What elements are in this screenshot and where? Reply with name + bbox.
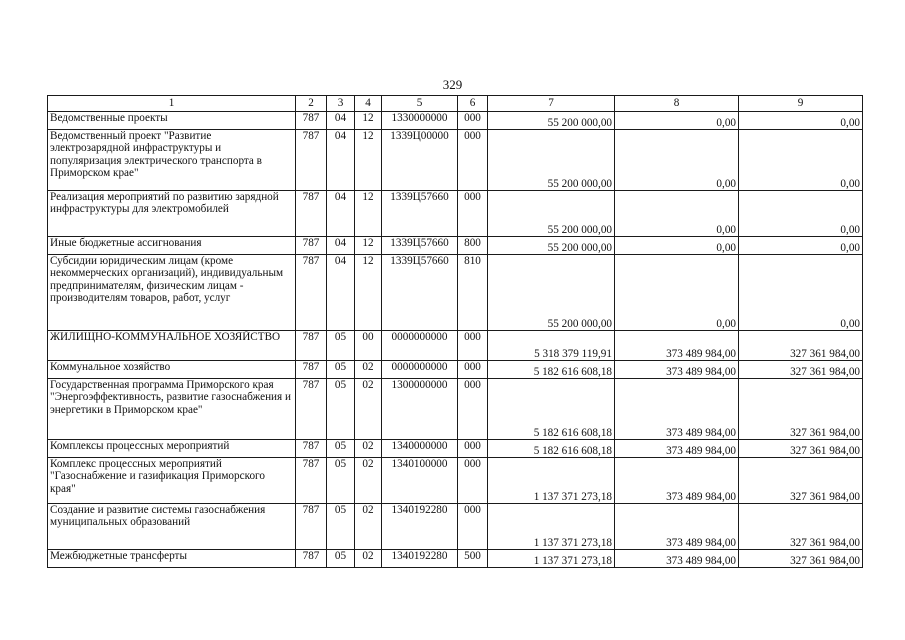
budget-table bbox=[47, 95, 863, 568]
row-name: Комплекс процессных мероприятий "Газоснабжение и газификация Приморского края" bbox=[48, 458, 296, 504]
cell-code-2: 787 bbox=[296, 379, 327, 440]
cell-code-3: 05 bbox=[327, 361, 355, 379]
page-number: 329 bbox=[442, 77, 463, 92]
cell-amount-9: 327 361 984,00 bbox=[739, 440, 863, 458]
cell-code-4: 02 bbox=[355, 504, 382, 550]
cell-amount-8: 373 489 984,00 bbox=[615, 550, 739, 568]
cell-code-6: 500 bbox=[458, 550, 488, 568]
cell-code-3: 05 bbox=[327, 440, 355, 458]
cell-code-5: 1339Ц00000 bbox=[382, 130, 458, 191]
row-name: Межбюджетные трансферты bbox=[48, 550, 296, 568]
cell-amount-8: 373 489 984,00 bbox=[615, 504, 739, 550]
cell-amount-7: 55 200 000,00 bbox=[488, 130, 615, 191]
cell-code-6: 000 bbox=[458, 112, 488, 130]
table-row bbox=[48, 440, 863, 458]
cell-code-4: 02 bbox=[355, 379, 382, 440]
cell-amount-9: 327 361 984,00 bbox=[739, 361, 863, 379]
cell-amount-7: 55 200 000,00 bbox=[488, 255, 615, 331]
cell-code-3: 04 bbox=[327, 130, 355, 191]
cell-amount-8: 0,00 bbox=[615, 255, 739, 331]
cell-amount-9: 0,00 bbox=[739, 191, 863, 237]
cell-code-3: 04 bbox=[327, 237, 355, 255]
row-name: Ведомственный проект "Развитие электрозарядной инфраструктуры и популяризация электрического транспорта в Приморском крае" bbox=[48, 130, 296, 191]
cell-amount-7: 5 182 616 608,18 bbox=[488, 379, 615, 440]
cell-amount-9: 0,00 bbox=[739, 130, 863, 191]
cell-code-3: 05 bbox=[327, 331, 355, 361]
cell-code-2: 787 bbox=[296, 130, 327, 191]
cell-code-6: 000 bbox=[458, 191, 488, 237]
cell-amount-7: 55 200 000,00 bbox=[488, 237, 615, 255]
cell-code-2: 787 bbox=[296, 440, 327, 458]
row-name: Коммунальное хозяйство bbox=[48, 361, 296, 379]
column-header: 9 bbox=[739, 96, 863, 112]
cell-code-2: 787 bbox=[296, 361, 327, 379]
cell-amount-9: 0,00 bbox=[739, 112, 863, 130]
cell-code-5: 1340192280 bbox=[382, 550, 458, 568]
cell-code-5: 1340192280 bbox=[382, 504, 458, 550]
cell-amount-8: 0,00 bbox=[615, 237, 739, 255]
row-name: Реализация мероприятий по развитию зарядной инфраструктуры для электромобилей bbox=[48, 191, 296, 237]
row-name: Создание и развитие системы газоснабжения муниципальных образований bbox=[48, 504, 296, 550]
table-row bbox=[48, 504, 863, 550]
row-name: Субсидии юридическим лицам (кроме некоммерческих организаций), индивидуальным предпринимателям, физическим лицам - производителям товаров, работ, услуг bbox=[48, 255, 296, 331]
cell-code-6: 000 bbox=[458, 379, 488, 440]
cell-code-5: 1300000000 bbox=[382, 379, 458, 440]
cell-amount-8: 373 489 984,00 bbox=[615, 361, 739, 379]
cell-code-4: 12 bbox=[355, 191, 382, 237]
cell-code-4: 02 bbox=[355, 440, 382, 458]
table-row bbox=[48, 550, 863, 568]
cell-amount-7: 55 200 000,00 bbox=[488, 191, 615, 237]
cell-amount-8: 0,00 bbox=[615, 112, 739, 130]
cell-code-2: 787 bbox=[296, 191, 327, 237]
cell-code-5: 1330000000 bbox=[382, 112, 458, 130]
cell-amount-8: 373 489 984,00 bbox=[615, 440, 739, 458]
cell-code-5: 1339Ц57660 bbox=[382, 237, 458, 255]
cell-amount-7: 1 137 371 273,18 bbox=[488, 504, 615, 550]
cell-code-6: 000 bbox=[458, 440, 488, 458]
cell-code-6: 810 bbox=[458, 255, 488, 331]
cell-code-5: 1340100000 bbox=[382, 458, 458, 504]
cell-code-4: 02 bbox=[355, 458, 382, 504]
cell-code-5: 1339Ц57660 bbox=[382, 191, 458, 237]
cell-code-3: 04 bbox=[327, 255, 355, 331]
cell-code-4: 12 bbox=[355, 112, 382, 130]
cell-amount-7: 5 182 616 608,18 bbox=[488, 361, 615, 379]
row-name: Государственная программа Приморского края "Энергоэффективность, развитие газоснабжения и энергетики в Приморском крае" bbox=[48, 379, 296, 440]
cell-code-3: 04 bbox=[327, 191, 355, 237]
row-name: ЖИЛИЩНО-КОММУНАЛЬНОЕ ХОЗЯЙСТВО bbox=[48, 331, 296, 361]
cell-amount-9: 327 361 984,00 bbox=[739, 504, 863, 550]
cell-amount-9: 0,00 bbox=[739, 255, 863, 331]
table-row bbox=[48, 379, 863, 440]
cell-amount-9: 0,00 bbox=[739, 237, 863, 255]
column-header: 4 bbox=[355, 96, 382, 112]
cell-code-2: 787 bbox=[296, 504, 327, 550]
cell-code-2: 787 bbox=[296, 331, 327, 361]
cell-code-5: 1340000000 bbox=[382, 440, 458, 458]
cell-amount-9: 327 361 984,00 bbox=[739, 331, 863, 361]
column-header: 3 bbox=[327, 96, 355, 112]
cell-amount-7: 5 182 616 608,18 bbox=[488, 440, 615, 458]
cell-code-4: 12 bbox=[355, 130, 382, 191]
cell-code-2: 787 bbox=[296, 255, 327, 331]
cell-code-3: 05 bbox=[327, 379, 355, 440]
column-header: 8 bbox=[615, 96, 739, 112]
row-name: Иные бюджетные ассигнования bbox=[48, 237, 296, 255]
cell-code-3: 05 bbox=[327, 504, 355, 550]
column-header: 7 bbox=[488, 96, 615, 112]
cell-amount-8: 373 489 984,00 bbox=[615, 379, 739, 440]
row-name: Ведомственные проекты bbox=[48, 112, 296, 130]
table-row bbox=[48, 130, 863, 191]
cell-amount-7: 1 137 371 273,18 bbox=[488, 458, 615, 504]
table-header-row bbox=[48, 96, 863, 112]
cell-amount-7: 5 318 379 119,91 bbox=[488, 331, 615, 361]
cell-code-4: 00 bbox=[355, 331, 382, 361]
cell-code-3: 05 bbox=[327, 550, 355, 568]
cell-code-5: 0000000000 bbox=[382, 361, 458, 379]
cell-amount-7: 55 200 000,00 bbox=[488, 112, 615, 130]
table-row bbox=[48, 361, 863, 379]
column-header: 6 bbox=[458, 96, 488, 112]
cell-code-2: 787 bbox=[296, 237, 327, 255]
cell-code-6: 000 bbox=[458, 504, 488, 550]
cell-code-6: 000 bbox=[458, 361, 488, 379]
column-header: 5 bbox=[382, 96, 458, 112]
cell-code-6: 800 bbox=[458, 237, 488, 255]
cell-amount-9: 327 361 984,00 bbox=[739, 458, 863, 504]
cell-amount-7: 1 137 371 273,18 bbox=[488, 550, 615, 568]
column-header: 2 bbox=[296, 96, 327, 112]
cell-code-3: 05 bbox=[327, 458, 355, 504]
cell-code-4: 12 bbox=[355, 237, 382, 255]
cell-code-6: 000 bbox=[458, 458, 488, 504]
cell-code-3: 04 bbox=[327, 112, 355, 130]
cell-amount-9: 327 361 984,00 bbox=[739, 550, 863, 568]
cell-amount-8: 373 489 984,00 bbox=[615, 458, 739, 504]
table-row bbox=[48, 237, 863, 255]
table-row bbox=[48, 112, 863, 130]
table-row bbox=[48, 458, 863, 504]
cell-code-5: 0000000000 bbox=[382, 331, 458, 361]
cell-amount-8: 0,00 bbox=[615, 191, 739, 237]
cell-code-2: 787 bbox=[296, 458, 327, 504]
cell-code-2: 787 bbox=[296, 550, 327, 568]
cell-code-4: 02 bbox=[355, 361, 382, 379]
table-row bbox=[48, 191, 863, 237]
cell-amount-8: 0,00 bbox=[615, 130, 739, 191]
cell-code-2: 787 bbox=[296, 112, 327, 130]
cell-code-4: 02 bbox=[355, 550, 382, 568]
cell-code-6: 000 bbox=[458, 331, 488, 361]
cell-amount-9: 327 361 984,00 bbox=[739, 379, 863, 440]
row-name: Комплексы процессных мероприятий bbox=[48, 440, 296, 458]
cell-code-4: 12 bbox=[355, 255, 382, 331]
cell-code-6: 000 bbox=[458, 130, 488, 191]
cell-amount-8: 373 489 984,00 bbox=[615, 331, 739, 361]
cell-code-5: 1339Ц57660 bbox=[382, 255, 458, 331]
column-header: 1 bbox=[48, 96, 296, 112]
table-row bbox=[48, 331, 863, 361]
table-row bbox=[48, 255, 863, 331]
